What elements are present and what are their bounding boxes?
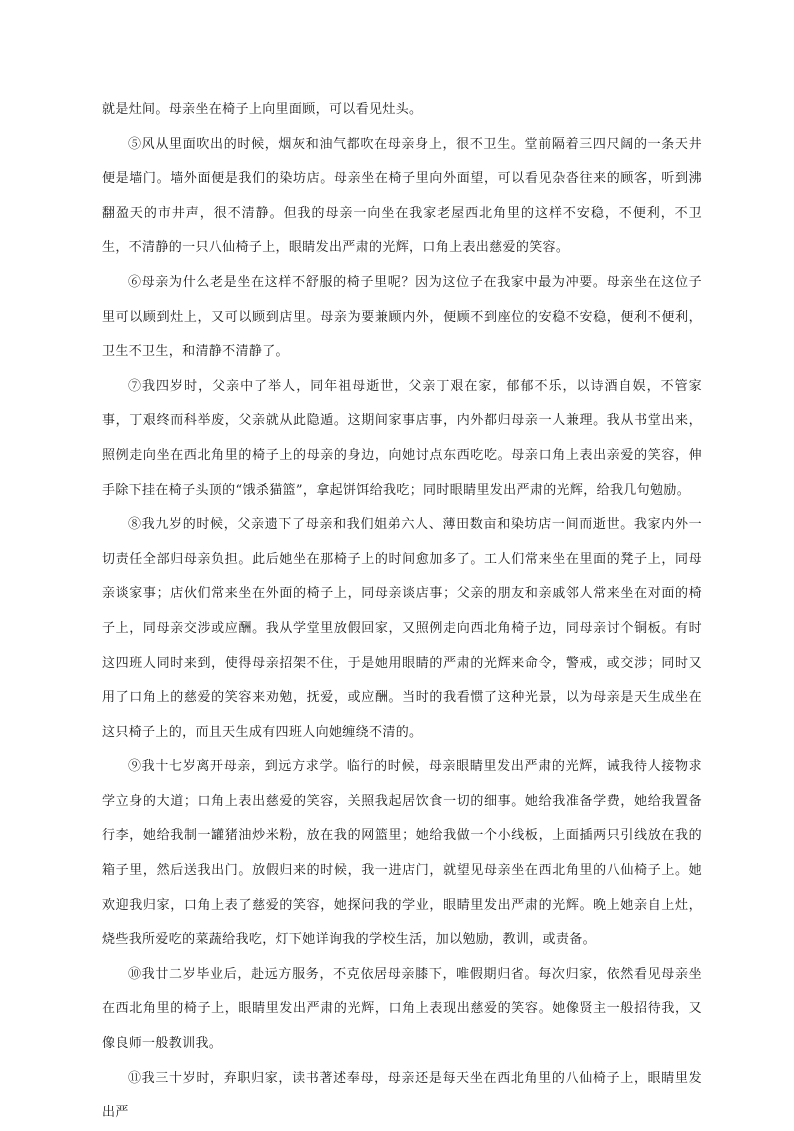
paragraph-9: ⑨我十七岁离开母亲，到远方求学。临行的时候，母亲眼睛里发出严肃的光辉，诫我待人接物求学立身的大道；口角上表出慈爱的笑容，关照我起居饮食一切的细事。她给我准备学费，她给我置备行李，她给我制一罐猪油炒米粉，放在我的网篮里；她给我做一个小线板，上面插两只引线放在我的箱子里，然后送我出门。放假归来的时候，我一进店门，就望见母亲坐在西北角里的八仙椅子上。她欢迎我归家，口角上表了慈爱的笑容，她探问我的学业，眼睛里发出严肃的光辉。晚上她亲自上灶，烧些我所爱吃的菜蔬给我吃，灯下她详询我的学校生活，加以勉励，教训，或责备。: [102, 759, 702, 948]
paragraph-4-continued: 就是灶间。母亲坐在椅子上向里面顾，可以看见灶头。: [102, 102, 423, 117]
paragraph-10: ⑩我廿二岁毕业后，赴远方服务，不克依居母亲膝下，唯假期归省。每次归家，依然看见母亲坐在西北角里的椅子上，眼睛里发出严肃的光辉，口角上表现出慈爱的笑容。她像贤主一般招待我，又像良师一般教训我。: [102, 966, 702, 1052]
paragraph-6: ⑥母亲为什么老是坐在这样不舒服的椅子里呢？因为这位子在我家中最为冲要。母亲坐在这位子里可以顾到灶上，又可以顾到店里。母亲为要兼顾内外，便顾不到座位的安稳不安稳，便利不便利，卫生不卫生，和清静不清静了。: [102, 274, 702, 360]
paragraph-7: ⑦我四岁时，父亲中了举人，同年祖母逝世，父亲丁艰在家，郁郁不乐，以诗酒自娱，不管家事，丁艰终而科举废，父亲就从此隐遁。这期间家事店事，内外都归母亲一人兼理。我从书堂出来，照例走向坐在西北角里的椅子上的母亲的身边，向她讨点东西吃吃。母亲口角上表出亲爱的笑容，伸手除下挂在椅子头顶的“饿杀猫篮”，拿起饼饵给我吃；同时眼睛里发出严肃的光辉，给我几句勉励。: [102, 378, 702, 498]
paragraph-5: ⑤风从里面吹出的时候，烟灰和油气都吹在母亲身上，很不卫生。堂前隔着三四尺阔的一条天井便是墙门。墙外面便是我们的染坊店。母亲坐在椅子里向外面望，可以看见杂沓往来的顾客，听到沸翻盈天的市井声，很不清静。但我的母亲一向坐在我家老屋西北角里的这样不安稳，不便利，不卫生，不清静的一只八仙椅子上，眼睛发出严肃的光辉，口角上表出慈爱的笑容。: [102, 136, 702, 256]
paragraph-8: ⑧我九岁的时候，父亲遗下了母亲和我们姐弟六人、薄田数亩和染坊店一间而逝世。我家内外一切责任全部归母亲负担。此后她坐在那椅子上的时间愈加多了。工人们常来坐在里面的凳子上，同母亲谈家事；店伙们常来坐在外面的椅子上，同母亲谈店事；父亲的朋友和亲戚邻人常来坐在对面的椅子上，同母亲交涉或应酬。我从学堂里放假回家，又照例走向西北角椅子边，同母亲讨个铜板。有时这四班人同时来到，使得母亲招架不住，于是她用眼睛的严肃的光辉来命令，警戒，或交涉；同时又用了口角上的慈爱的笑容来劝勉，抚爱，或应酬。当时的我看惯了这种光景，以为母亲是天生成坐在这只椅子上的，而且天生成有四班人向她缠绕不清的。: [102, 517, 702, 740]
paragraph-11: ⑪我三十岁时，弃职归家，读书著述奉母，母亲还是每天坐在西北角里的八仙椅子上，眼睛里发出严: [102, 1070, 702, 1121]
